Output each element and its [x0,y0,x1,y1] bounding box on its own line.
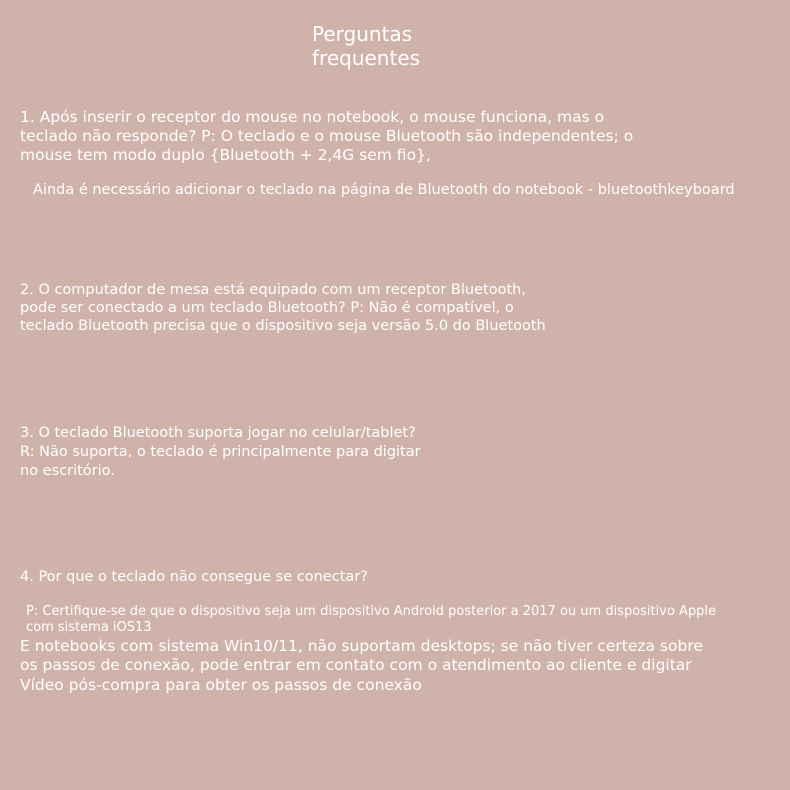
page-title [312,22,472,70]
faq-1-line-1: 1. Após inserir o receptor do mouse no notebook, o mouse funciona, mas o [20,108,605,126]
faq-3-line-3: no escritório. [20,463,115,479]
faq-2-line-2: pode ser conectado a um teclado Bluetooth? P: Não é compatível, o [20,300,514,316]
faq-2-line-1: 2. O computador de mesa está equipado com um receptor Bluetooth, [20,282,526,298]
faq-1-note: Ainda é necessário adicionar o teclado na página de Bluetooth do notebook - bluetoothkeyboard [33,182,735,198]
faq-4-answer-line-5: Vídeo pós-compra para obter os passos de conexão [20,676,422,694]
faq-1-line-3: mouse tem modo duplo {Bluetooth + 2,4G sem fio}, [20,146,431,164]
faq-3-line-2: R: Não suporta, o teclado é principalmente para digitar [20,444,421,460]
faq-4-answer-line-1: P: Certifique-se de que o dispositivo seja um dispositivo Android posterior a 2017 ou um dispositivo Apple [26,604,717,619]
faq-1-line-2: teclado não responde? P: O teclado e o mouse Bluetooth são independentes; o [20,127,634,145]
faq-2-line-3: teclado Bluetooth precisa que o dispositivo seja versão 5.0 do Bluetooth [20,318,546,334]
faq-4-answer-line-3: E notebooks com sistema Win10/11, não suportam desktops; se não tiver certeza sobre [20,637,703,655]
page-title-line-1: Perguntas [312,22,413,46]
faq-3-line-1: 3. O teclado Bluetooth suporta jogar no celular/tablet? [20,425,416,441]
faq-4-line-1: 4. Por que o teclado não consegue se conectar? [20,569,368,585]
page-title-line-2: frequentes [312,46,421,70]
faq-4-answer-line-4: os passos de conexão, pode entrar em contato com o atendimento ao cliente e digitar [20,656,692,674]
faq-4-answer-line-2: com sistema iOS13 [26,620,152,635]
